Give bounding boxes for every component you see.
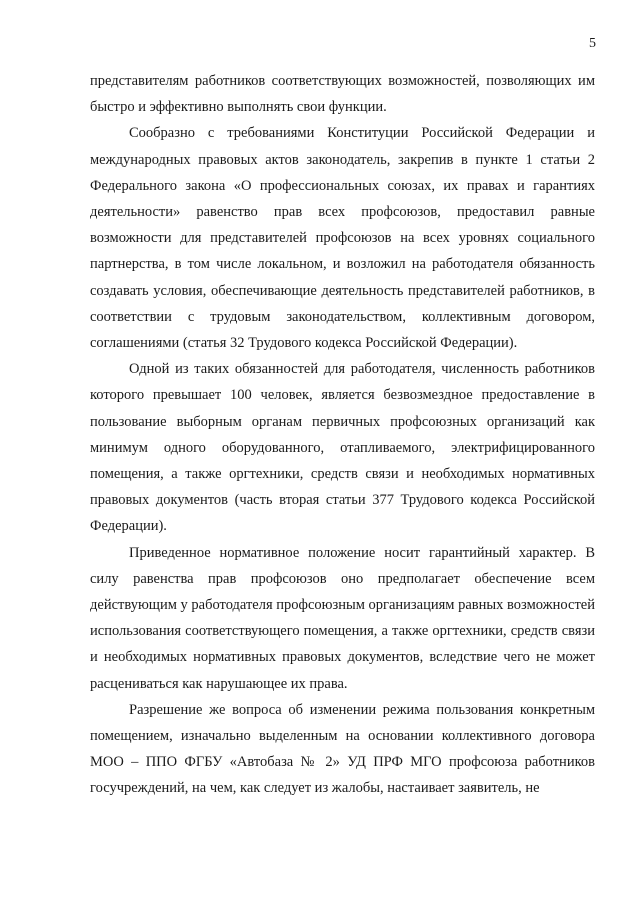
paragraph-premises-question: Разрешение же вопроса об изменении режима пользования конкретным помещением, изначально выделенным на основании коллективного договора МОО – ППО ФГБУ «Автобаза № 2» УД ПРФ МГО профсоюза работников госучреждений, на чем, как следует из жалобы, настаивает заявитель, не — [90, 701, 595, 797]
document-body — [90, 68, 595, 802]
paragraph-continuation: представителям работников соответствующих возможностей, позволяющих им быстро и эффективно выполнять свои функции. — [90, 73, 595, 116]
paragraph-guarantee-provision: Приведенное нормативное положение носит гарантийный характер. В силу равенства прав профсоюзов оно предполагает обеспечение всем действующим у работодателя профсоюзным организациям равных возможностей использования соответствующего помещения, а также оргтехники, средств связи и необходимых нормативных правовых документов, вследствие чего не может расцениваться как нарушающее их права. — [90, 544, 595, 692]
paragraph-constitution-requirements: Сообразно с требованиями Конституции Российской Федерации и международных правовых актов законодатель, закрепив в пункте 1 статьи 2 Федерального закона «О профессиональных союзах, их правах и гарантиях деятельности» равенство прав всех профсоюзов, предоставил равные возможности для представителей профсоюзов на всех уровнях социального партнерства, в том числе локальном, и возложил на работодателя обязанность создавать условия, обеспечивающие деятельность представителей работников, в соответствии с трудовым законодательством, коллективным договором, соглашениями (статья 32 Трудового кодекса Российской Федерации). — [90, 125, 595, 352]
page-number: 5 — [589, 36, 596, 51]
paragraph-employer-obligations: Одной из таких обязанностей для работодателя, численность работников которого превышает 100 человек, является безвозмездное предоставление в пользование выборным органам первичных профсоюзных организаций как минимум одного оборудованного, отапливаемого, электрифицированного помещения, а также оргтехники, средств связи и необходимых нормативных правовых документов (часть вторая статьи 377 Трудового кодекса Российской Федерации). — [90, 361, 595, 535]
